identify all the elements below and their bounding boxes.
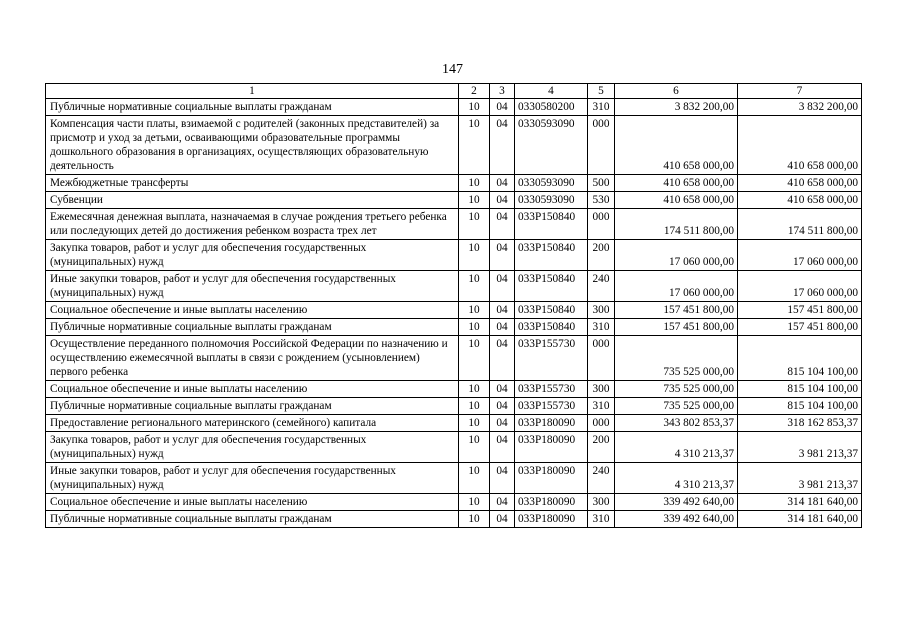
cell-amount-1: 157 451 800,00 <box>615 302 738 319</box>
cell-amount-1: 4 310 213,37 <box>615 463 738 494</box>
cell-target-code: 033P180090 <box>515 415 588 432</box>
cell-amount-2: 157 451 800,00 <box>738 302 862 319</box>
cell-subsection: 04 <box>490 240 515 271</box>
cell-name: Осуществление переданного полномочия Российской Федерации по назначению и осуществлению ежемесячной выплаты в связи с рождением (усыновлением) первого ребенка <box>46 336 459 381</box>
cell-expense-type: 240 <box>588 463 615 494</box>
cell-expense-type: 200 <box>588 432 615 463</box>
cell-section: 10 <box>459 511 490 528</box>
cell-subsection: 04 <box>490 99 515 116</box>
header-col-2: 2 <box>459 84 490 99</box>
cell-section: 10 <box>459 302 490 319</box>
cell-name: Закупка товаров, работ и услуг для обеспечения государственных (муниципальных) нужд <box>46 240 459 271</box>
cell-section: 10 <box>459 381 490 398</box>
cell-amount-2: 3 981 213,37 <box>738 432 862 463</box>
cell-name: Закупка товаров, работ и услуг для обеспечения государственных (муниципальных) нужд <box>46 432 459 463</box>
cell-amount-2: 3 981 213,37 <box>738 463 862 494</box>
cell-target-code: 033P155730 <box>515 381 588 398</box>
table-row <box>46 319 862 336</box>
cell-expense-type: 500 <box>588 175 615 192</box>
cell-expense-type: 000 <box>588 209 615 240</box>
cell-subsection: 04 <box>490 494 515 511</box>
cell-amount-2: 815 104 100,00 <box>738 381 862 398</box>
header-col-6: 6 <box>615 84 738 99</box>
cell-amount-2: 17 060 000,00 <box>738 240 862 271</box>
cell-section: 10 <box>459 116 490 175</box>
cell-amount-1: 735 525 000,00 <box>615 336 738 381</box>
table-row <box>46 432 862 463</box>
cell-section: 10 <box>459 99 490 116</box>
cell-amount-2: 318 162 853,37 <box>738 415 862 432</box>
header-col-5: 5 <box>588 84 615 99</box>
cell-amount-1: 343 802 853,37 <box>615 415 738 432</box>
cell-name: Иные закупки товаров, работ и услуг для обеспечения государственных (муниципальных) нужд <box>46 463 459 494</box>
cell-section: 10 <box>459 432 490 463</box>
cell-expense-type: 200 <box>588 240 615 271</box>
cell-target-code: 033P150840 <box>515 302 588 319</box>
table-row <box>46 116 862 175</box>
cell-amount-2: 3 832 200,00 <box>738 99 862 116</box>
cell-name: Социальное обеспечение и иные выплаты населению <box>46 302 459 319</box>
cell-amount-1: 157 451 800,00 <box>615 319 738 336</box>
cell-expense-type: 300 <box>588 302 615 319</box>
cell-section: 10 <box>459 192 490 209</box>
cell-amount-1: 410 658 000,00 <box>615 192 738 209</box>
table-row <box>46 511 862 528</box>
cell-subsection: 04 <box>490 336 515 381</box>
table-row <box>46 381 862 398</box>
table-row <box>46 494 862 511</box>
header-row <box>46 84 862 99</box>
cell-section: 10 <box>459 240 490 271</box>
cell-amount-1: 3 832 200,00 <box>615 99 738 116</box>
cell-amount-1: 410 658 000,00 <box>615 175 738 192</box>
cell-target-code: 0330580200 <box>515 99 588 116</box>
cell-name: Социальное обеспечение и иные выплаты населению <box>46 381 459 398</box>
cell-target-code: 033P180090 <box>515 511 588 528</box>
cell-section: 10 <box>459 463 490 494</box>
header-col-3: 3 <box>490 84 515 99</box>
cell-section: 10 <box>459 209 490 240</box>
cell-expense-type: 240 <box>588 271 615 302</box>
header-col-1: 1 <box>46 84 459 99</box>
table-row <box>46 415 862 432</box>
cell-subsection: 04 <box>490 432 515 463</box>
cell-expense-type: 310 <box>588 99 615 116</box>
cell-subsection: 04 <box>490 415 515 432</box>
cell-name: Публичные нормативные социальные выплаты гражданам <box>46 511 459 528</box>
table-row <box>46 240 862 271</box>
cell-amount-2: 314 181 640,00 <box>738 494 862 511</box>
cell-target-code: 033P155730 <box>515 398 588 415</box>
cell-name: Компенсация части платы, взимаемой с родителей (законных представителей) за присмотр и уход за детьми, осваивающими образовательные программы дошкольного образования в организациях, осуществляющих образовательную деятельность <box>46 116 459 175</box>
cell-expense-type: 310 <box>588 319 615 336</box>
cell-expense-type: 000 <box>588 415 615 432</box>
cell-amount-2: 314 181 640,00 <box>738 511 862 528</box>
cell-section: 10 <box>459 175 490 192</box>
cell-amount-1: 4 310 213,37 <box>615 432 738 463</box>
table-row <box>46 175 862 192</box>
cell-expense-type: 310 <box>588 511 615 528</box>
cell-subsection: 04 <box>490 319 515 336</box>
cell-expense-type: 530 <box>588 192 615 209</box>
cell-name: Иные закупки товаров, работ и услуг для обеспечения государственных (муниципальных) нужд <box>46 271 459 302</box>
cell-subsection: 04 <box>490 463 515 494</box>
cell-target-code: 0330593090 <box>515 192 588 209</box>
cell-amount-1: 17 060 000,00 <box>615 271 738 302</box>
cell-subsection: 04 <box>490 398 515 415</box>
cell-amount-2: 174 511 800,00 <box>738 209 862 240</box>
table-row <box>46 192 862 209</box>
cell-amount-1: 17 060 000,00 <box>615 240 738 271</box>
cell-name: Публичные нормативные социальные выплаты гражданам <box>46 99 459 116</box>
cell-section: 10 <box>459 271 490 302</box>
cell-name: Межбюджетные трансферты <box>46 175 459 192</box>
cell-target-code: 033P150840 <box>515 271 588 302</box>
cell-target-code: 0330593090 <box>515 116 588 175</box>
cell-expense-type: 000 <box>588 116 615 175</box>
cell-subsection: 04 <box>490 192 515 209</box>
page-number: 147 <box>442 62 463 77</box>
cell-name: Ежемесячная денежная выплата, назначаемая в случае рождения третьего ребенка или последующих детей до достижения ребенком возраста трех лет <box>46 209 459 240</box>
cell-name: Социальное обеспечение и иные выплаты населению <box>46 494 459 511</box>
cell-section: 10 <box>459 336 490 381</box>
cell-target-code: 033P155730 <box>515 336 588 381</box>
cell-target-code: 033P150840 <box>515 319 588 336</box>
cell-amount-2: 410 658 000,00 <box>738 175 862 192</box>
cell-subsection: 04 <box>490 209 515 240</box>
cell-section: 10 <box>459 415 490 432</box>
cell-expense-type: 000 <box>588 336 615 381</box>
cell-name: Субвенции <box>46 192 459 209</box>
cell-subsection: 04 <box>490 175 515 192</box>
cell-target-code: 033P150840 <box>515 209 588 240</box>
cell-amount-2: 815 104 100,00 <box>738 336 862 381</box>
cell-expense-type: 300 <box>588 381 615 398</box>
cell-expense-type: 300 <box>588 494 615 511</box>
cell-subsection: 04 <box>490 116 515 175</box>
cell-name: Публичные нормативные социальные выплаты гражданам <box>46 398 459 415</box>
cell-subsection: 04 <box>490 381 515 398</box>
header-col-4: 4 <box>515 84 588 99</box>
cell-target-code: 033P180090 <box>515 432 588 463</box>
cell-subsection: 04 <box>490 302 515 319</box>
cell-name: Публичные нормативные социальные выплаты гражданам <box>46 319 459 336</box>
table-row <box>46 336 862 381</box>
cell-name: Предоставление регионального материнского (семейного) капитала <box>46 415 459 432</box>
cell-amount-1: 410 658 000,00 <box>615 116 738 175</box>
cell-target-code: 033P150840 <box>515 240 588 271</box>
cell-section: 10 <box>459 319 490 336</box>
cell-amount-2: 157 451 800,00 <box>738 319 862 336</box>
cell-target-code: 033P180090 <box>515 494 588 511</box>
cell-target-code: 0330593090 <box>515 175 588 192</box>
cell-amount-1: 735 525 000,00 <box>615 381 738 398</box>
cell-amount-1: 735 525 000,00 <box>615 398 738 415</box>
cell-amount-1: 339 492 640,00 <box>615 494 738 511</box>
cell-target-code: 033P180090 <box>515 463 588 494</box>
cell-subsection: 04 <box>490 271 515 302</box>
table-row <box>46 398 862 415</box>
table-row <box>46 209 862 240</box>
cell-amount-2: 17 060 000,00 <box>738 271 862 302</box>
cell-amount-1: 174 511 800,00 <box>615 209 738 240</box>
table-row <box>46 302 862 319</box>
cell-expense-type: 310 <box>588 398 615 415</box>
cell-amount-2: 815 104 100,00 <box>738 398 862 415</box>
cell-subsection: 04 <box>490 511 515 528</box>
table-row <box>46 99 862 116</box>
table-row <box>46 463 862 494</box>
cell-amount-2: 410 658 000,00 <box>738 192 862 209</box>
cell-amount-2: 410 658 000,00 <box>738 116 862 175</box>
table-row <box>46 271 862 302</box>
cell-section: 10 <box>459 398 490 415</box>
header-col-7: 7 <box>738 84 862 99</box>
cell-section: 10 <box>459 494 490 511</box>
budget-table <box>45 83 862 528</box>
cell-amount-1: 339 492 640,00 <box>615 511 738 528</box>
